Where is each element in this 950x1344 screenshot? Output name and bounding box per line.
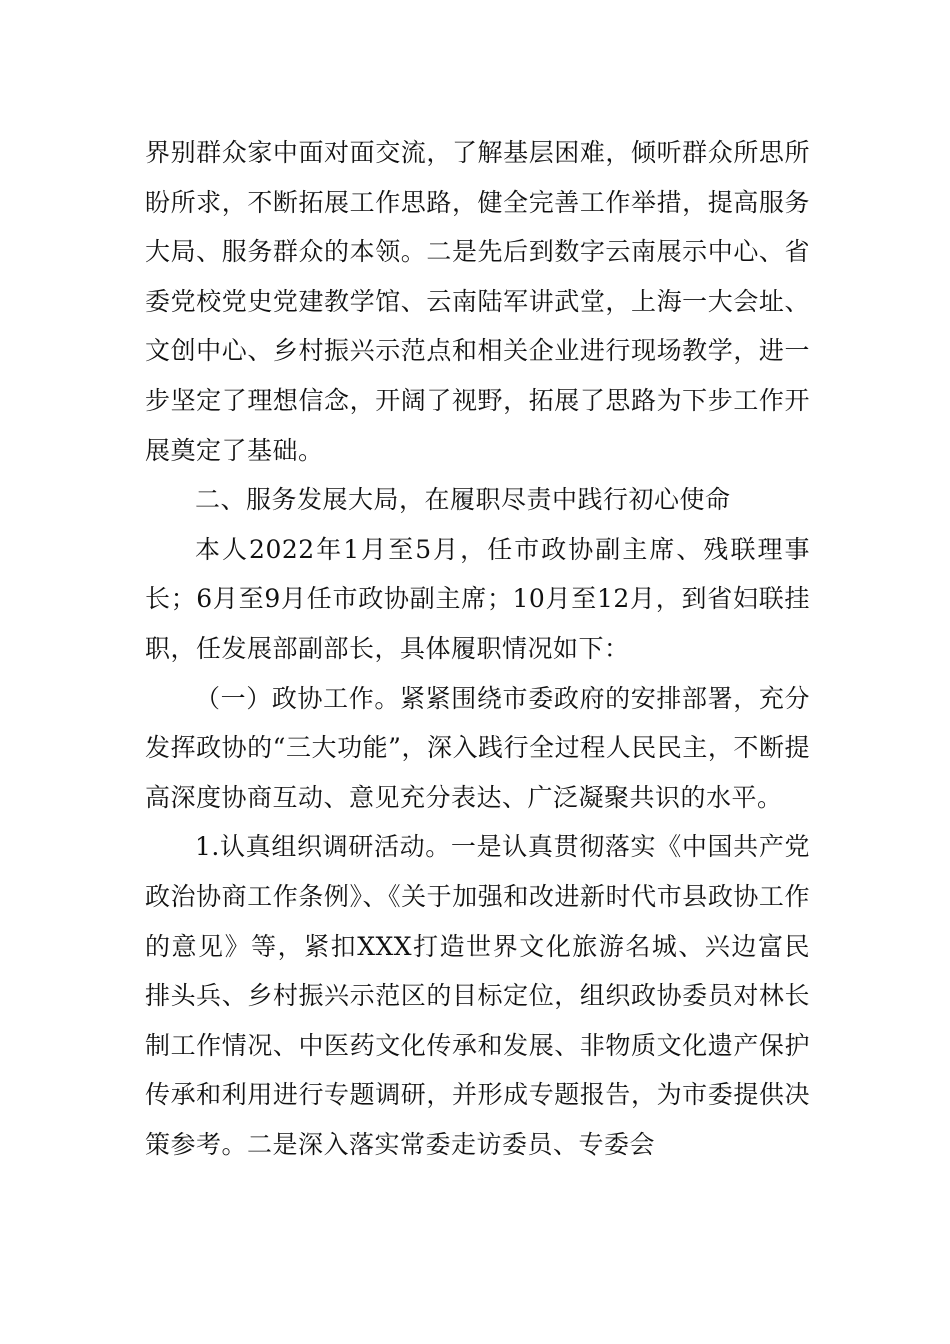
paragraph-cppcc-work: （一）政协工作。紧紧围绕市委政府的安排部署，充分发挥政协的“三大功能”，深入践行全过程人民民主，不断提高深度协商互动、意见充分表达、广泛凝聚共识的水平。 — [145, 683, 810, 812]
document-body — [145, 128, 810, 1169]
paragraph-research-activities: 1.认真组织调研活动。一是认真贯彻落实《中国共产党政治协商工作条例》、《关于加强和改进新时代市县政协工作的意见》等，紧扣XXX打造世界文化旅游名城、兴边富民排头兵、乡村振兴示范区的目标定位，组织政协委员对林长制工作情况、中医药文化传承和发展、非物质文化遗产保护传承和利用进行专题调研，并形成专题报告，为市委提供决策参考。二是深入落实常委走访委员、专委会 — [145, 832, 810, 1159]
paragraph-duty-period: 本人2022年1月至5月，任市政协副主席、残联理事长；6月至9月任市政协副主席；10月至12月，到省妇联挂职，任发展部副部长，具体履职情况如下： — [145, 534, 810, 663]
paragraph-continuation: 界别群众家中面对面交流，了解基层困难，倾听群众所思所盼所求，不断拓展工作思路，健全完善工作举措，提高服务大局、服务群众的本领。二是先后到数字云南展示中心、省委党校党史党建教学馆、云南陆军讲武堂，上海一大会址、文创中心、乡村振兴示范点和相关企业进行现场教学，进一步坚定了理想信念，开阔了视野，拓展了思路为下步工作开展奠定了基础。 — [145, 138, 810, 465]
section-heading: 二、服务发展大局，在履职尽责中践行初心使命 — [195, 485, 731, 515]
